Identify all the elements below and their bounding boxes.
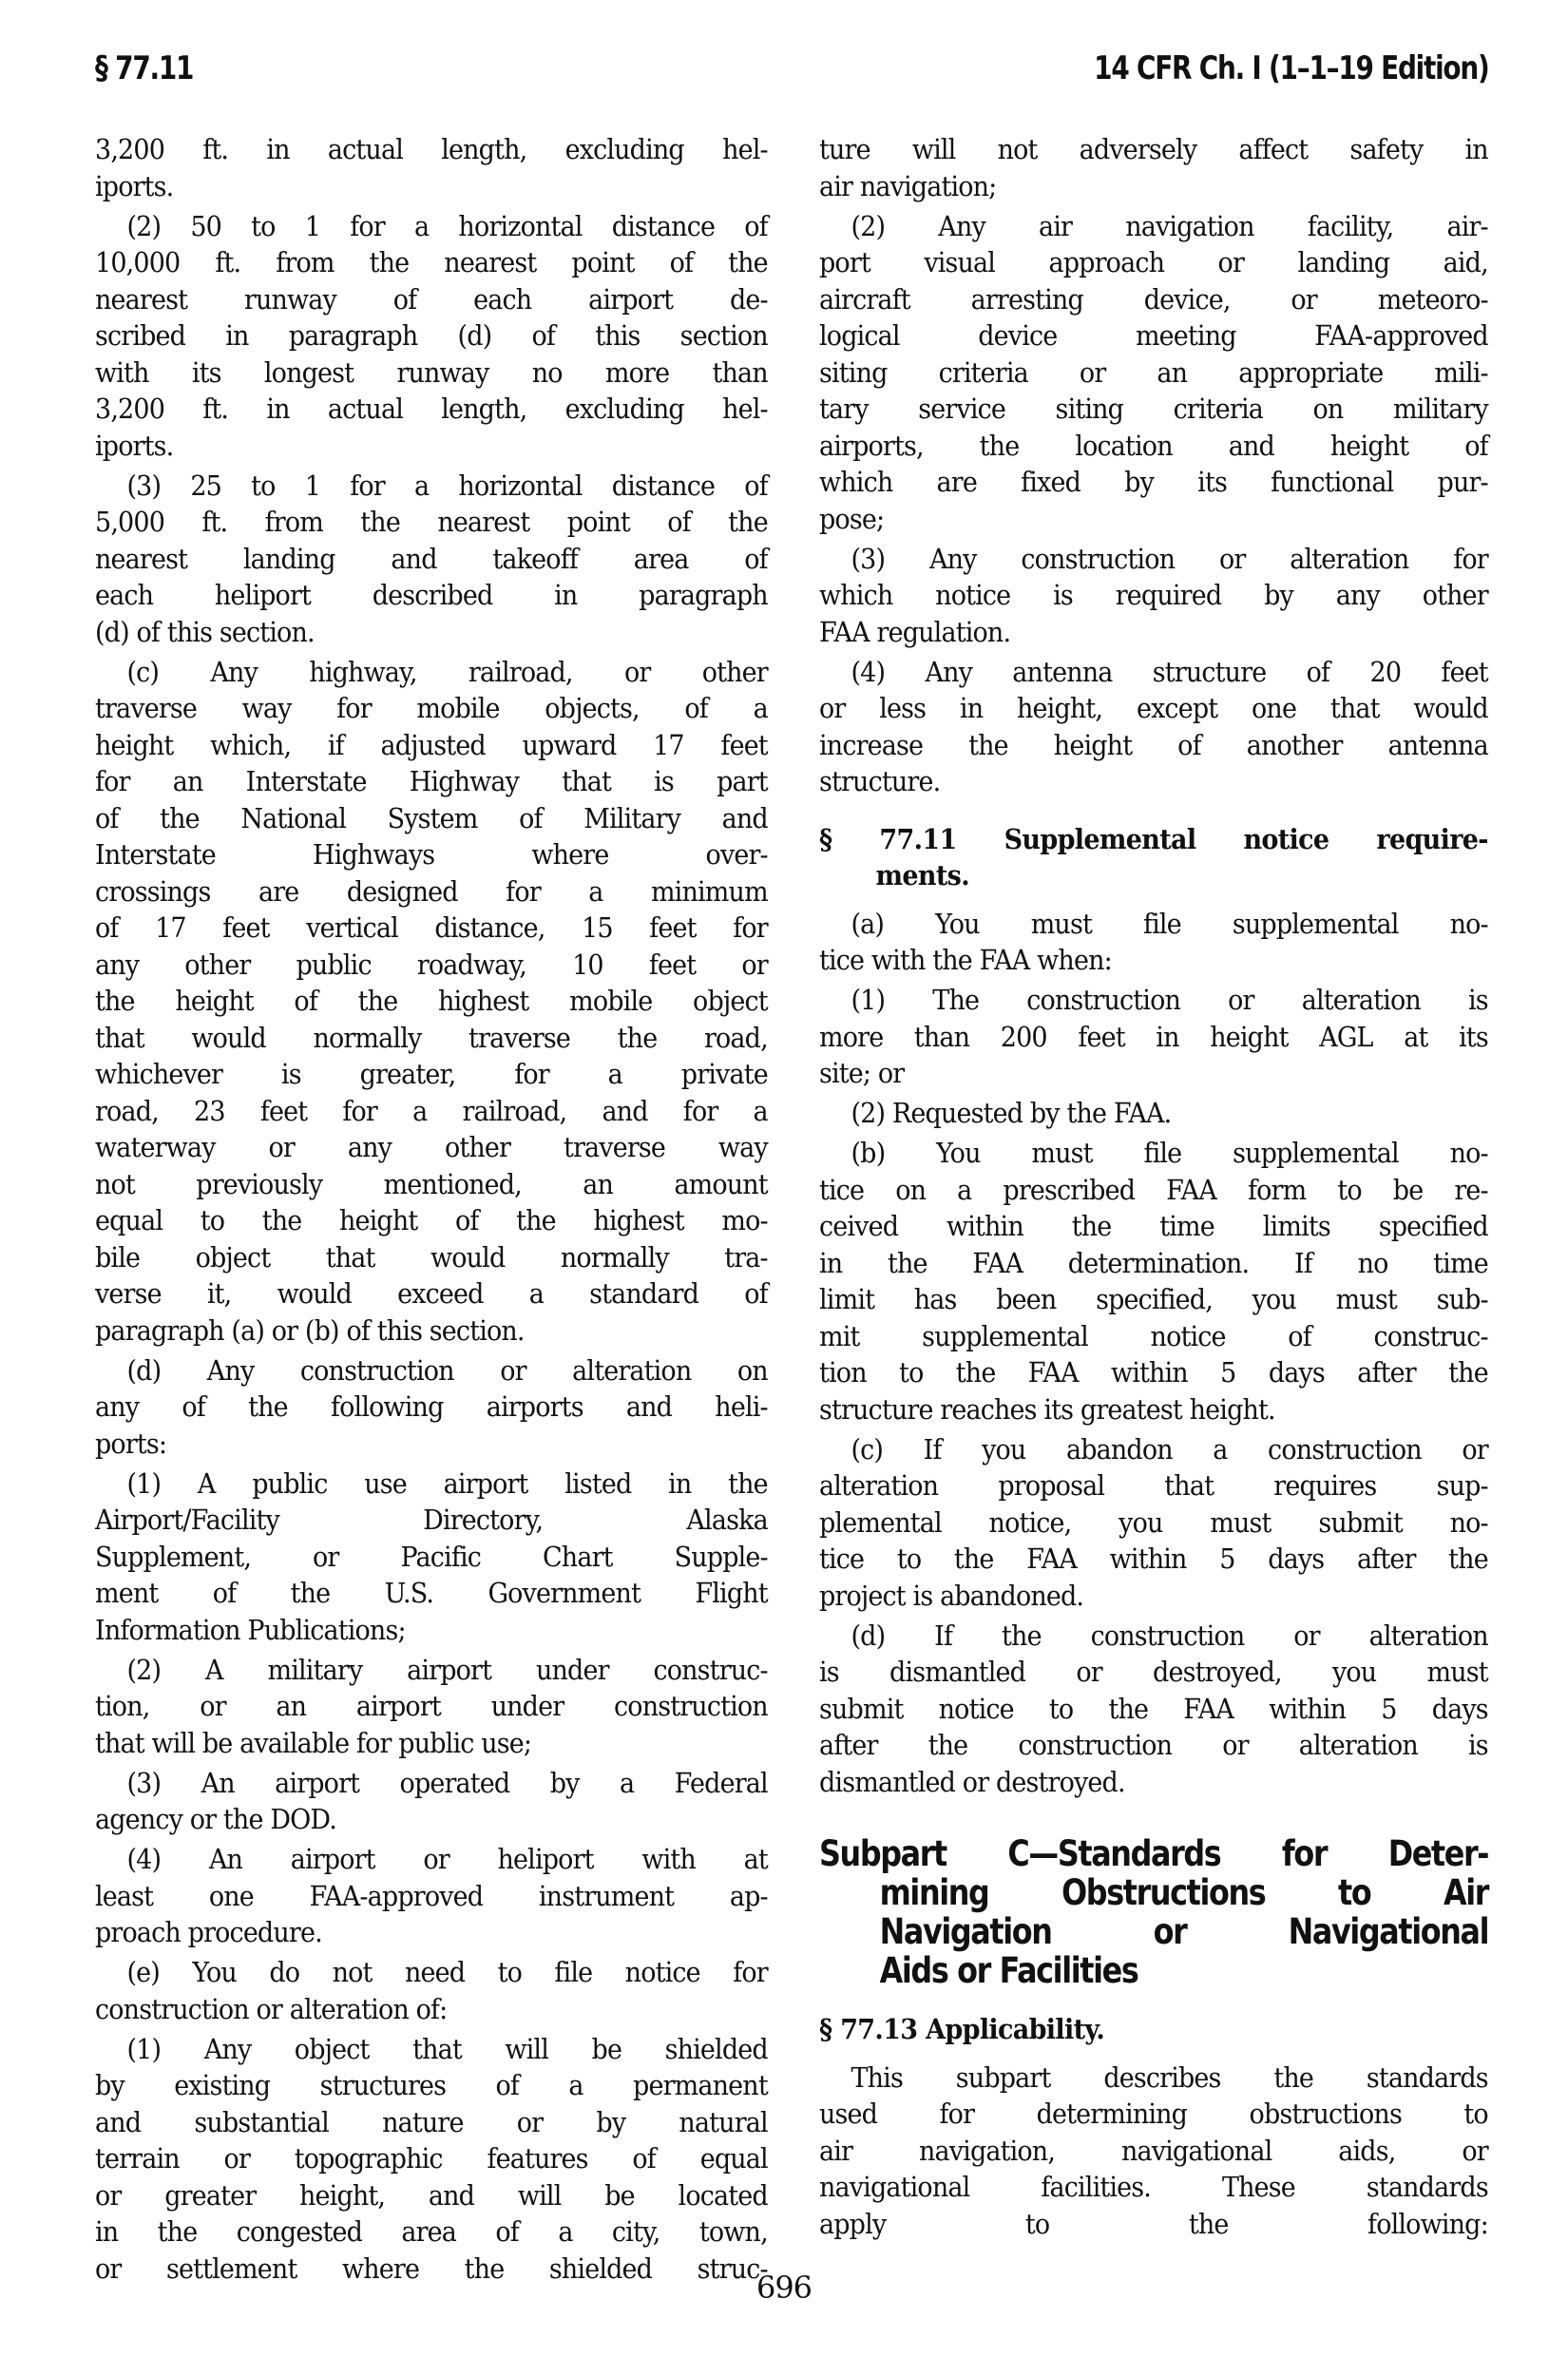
text-line: increase the height of another antenna [819, 728, 1488, 761]
text-line: road, 23 feet for a railroad, and for a [95, 1094, 768, 1127]
text-line: (2) Any air navigation facility, air- [851, 209, 1488, 242]
text-line: (3) An airport operated by a Federal [126, 1766, 768, 1799]
right-column [819, 131, 1488, 2246]
paragraph [95, 1765, 768, 1838]
paragraph [819, 2060, 1488, 2243]
text-line: alteration proposal that requires sup- [819, 1469, 1488, 1502]
paragraph [819, 208, 1488, 538]
text-line: tice to the FAA within 5 days after the [819, 1542, 1488, 1575]
text-line: which are fixed by its functional pur- [819, 466, 1488, 498]
text-line: FAA regulation. [819, 615, 1011, 648]
text-line: logical device meeting FAA-approved [819, 319, 1488, 352]
text-line: ment of the U.S. Government Flight [95, 1577, 768, 1609]
text-line: air navigation; [819, 169, 997, 202]
text-line: (4) Any antenna structure of 20 feet [851, 655, 1488, 688]
text-line: 10,000 ft. from the nearest point of the [95, 246, 768, 278]
right-column-part1 [819, 131, 1488, 800]
heading-line: § 77.11 Supplemental notice require- [819, 822, 1488, 855]
text-line: tion to the FAA within 5 days after the [819, 1356, 1488, 1389]
right-column-part3 [819, 2060, 1488, 2243]
text-line: after the construction or alteration is [819, 1729, 1488, 1761]
text-line: (d) If the construction or alteration [851, 1619, 1488, 1652]
text-line: or settlement where the shielded struc- [95, 2251, 768, 2285]
text-line: pose; [819, 502, 885, 535]
text-line: port visual approach or landing aid, [819, 246, 1488, 278]
text-line: (2) Requested by the FAA. [851, 1097, 1172, 1129]
paragraph [95, 2031, 768, 2288]
text-line: (a) You must file supplemental no- [851, 907, 1488, 940]
text-line: nearest landing and takeoff area of [95, 542, 768, 575]
text-line: structure. [819, 765, 941, 797]
text-line: (b) You must file supplemental no- [851, 1137, 1488, 1169]
text-line: of the National System of Military and [95, 801, 768, 834]
heading-line: Aids or Facilities [879, 1950, 1138, 1991]
text-line: project is abandoned. [819, 1579, 1084, 1612]
text-line: iports. [95, 169, 174, 202]
text-line: (2) A military airport under construc- [126, 1653, 768, 1686]
text-line: (1) The construction or alteration is [851, 984, 1488, 1016]
text-line: agency or the DOD. [95, 1803, 336, 1835]
text-line: for an Interstate Highway that is part [95, 765, 768, 797]
text-line: 5,000 ft. from the nearest point of the [95, 506, 768, 538]
text-line: in the congested area of a city, town, [95, 2215, 768, 2248]
text-line: (c) If you abandon a construction or [851, 1432, 1488, 1466]
heading-line: mining Obstructions to Air [879, 1872, 1489, 1913]
text-line: height which, if adjusted upward 17 feet [95, 728, 768, 761]
text-line: ture will not adversely affect safety in [819, 133, 1488, 165]
right-column-part2 [819, 906, 1488, 1801]
text-line: tion, or an airport under construction [95, 1690, 768, 1722]
text-line: iports. [95, 429, 174, 462]
text-line: each heliport described in paragraph [95, 579, 768, 611]
text-line: limit has been specified, you must sub- [819, 1283, 1488, 1315]
text-line: verse it, would exceed a standard of [95, 1277, 768, 1310]
paragraph [819, 906, 1488, 979]
paragraph [819, 1618, 1488, 1801]
text-line: is dismantled or destroyed, you must [819, 1656, 1488, 1688]
text-line: (d) of this section. [95, 615, 315, 648]
paragraph [819, 982, 1488, 1092]
left-column [95, 131, 768, 2290]
text-line: the height of the highest mobile object [95, 985, 768, 1017]
paragraph [95, 131, 768, 204]
text-line: and substantial nature or by natural [95, 2105, 768, 2138]
text-line: that will be available for public use; [95, 1726, 532, 1759]
text-line: not previously mentioned, an amount [95, 1167, 768, 1200]
text-line: airports, the location and height of [819, 429, 1488, 462]
text-line: (1) A public use airport listed in the [126, 1466, 768, 1500]
subpart-c-heading [819, 1834, 1488, 1990]
text-line: mit supplemental notice of construc- [819, 1319, 1488, 1352]
page-number: 696 [755, 2270, 813, 2306]
text-line: construction or alteration of: [95, 1992, 448, 2025]
paragraph [95, 1352, 768, 1463]
text-line: structure reaches its greatest height. [819, 1392, 1275, 1426]
text-line: tary service siting criteria on military [819, 393, 1488, 425]
text-line: Supplement, or Pacific Chart Supple- [95, 1540, 768, 1573]
paragraph [819, 131, 1488, 204]
text-line: plemental notice, you must submit no- [819, 1505, 1488, 1539]
text-line: ceived within the time limits specified [819, 1210, 1488, 1242]
text-line: siting criteria or an appropriate mili- [819, 355, 1488, 389]
text-line: submit notice to the FAA within 5 days [819, 1692, 1488, 1725]
paragraph [95, 1954, 768, 2027]
text-line: least one FAA-approved instrument ap- [95, 1879, 768, 1912]
text-line: (2) 50 to 1 for a horizontal distance of [126, 209, 768, 242]
heading-line: § 77.13 Applicability. [819, 2013, 1105, 2045]
text-line: 3,200 ft. in actual length, excluding hel- [95, 393, 768, 425]
text-line: or greater height, and will be located [95, 2178, 768, 2212]
paragraph [95, 208, 768, 465]
text-line: terrain or topographic features of equal [95, 2142, 768, 2175]
heading-line: Navigation or Navigational [879, 1911, 1489, 1952]
text-line: crossings are designed for a minimum [95, 874, 768, 908]
text-line: nearest runway of each airport de- [95, 282, 768, 316]
paragraph [95, 1466, 768, 1649]
text-line: equal to the height of the highest mo- [95, 1204, 768, 1236]
text-line: navigational facilities. These standards [819, 2171, 1488, 2203]
paragraph [95, 1652, 768, 1762]
text-line: (c) Any highway, railroad, or other [126, 655, 768, 688]
text-line: any of the following airports and heli- [95, 1390, 768, 1423]
text-line: which notice is required by any other [819, 579, 1488, 611]
paragraph [819, 1431, 1488, 1615]
text-line: or less in height, except one that would [819, 692, 1488, 724]
text-line: (4) An airport or heliport with at [126, 1843, 768, 1875]
text-line: bile object that would normally tra- [95, 1240, 768, 1274]
text-line: traverse way for mobile objects, of a [95, 692, 768, 724]
text-line: apply to the following: [819, 2207, 1488, 2240]
text-line: used for determining obstructions to [819, 2098, 1488, 2130]
text-line: tice with the FAA when: [819, 944, 1112, 976]
paragraph [819, 1095, 1488, 1132]
text-line: by existing structures of a permanent [95, 2069, 768, 2101]
text-line: in the FAA determination. If no time [819, 1246, 1488, 1279]
paragraph [819, 541, 1488, 651]
text-line: of 17 feet vertical distance, 15 feet for [95, 911, 768, 944]
paragraph [95, 1841, 768, 1951]
text-line: site; or [819, 1057, 905, 1089]
section-heading-77-13 [819, 2011, 1488, 2048]
text-line: more than 200 feet in height AGL at its [819, 1020, 1488, 1053]
text-line: dismantled or destroyed. [819, 1765, 1125, 1798]
paragraph [819, 1135, 1488, 1428]
text-line: paragraph (a) or (b) of this section. [95, 1313, 525, 1347]
text-line: with its longest runway no more than [95, 355, 768, 389]
paragraph [95, 654, 768, 1350]
text-line: Information Publications; [95, 1613, 406, 1646]
text-line: (3) Any construction or alteration for [851, 542, 1488, 575]
text-line: proach procedure. [95, 1916, 322, 1948]
text-line: tice on a prescribed FAA form to be re- [819, 1173, 1488, 1206]
running-head-title: 14 CFR Ch. I (1–1–19 Edition) [1093, 49, 1488, 87]
text-line: (3) 25 to 1 for a horizontal distance of [126, 469, 768, 502]
text-line: air navigation, navigational aids, or [819, 2134, 1488, 2167]
heading-line: Subpart C—Standards for Deter- [819, 1833, 1489, 1874]
running-head-section: § 77.11 [95, 49, 194, 87]
text-line: (d) Any construction or alteration on [126, 1353, 768, 1387]
text-line: aircraft arresting device, or meteoro- [819, 282, 1488, 316]
text-line: Interstate Highways where over- [95, 838, 768, 871]
text-line: Airport/Facility Directory, Alaska [95, 1504, 768, 1536]
heading-line: ments. [875, 859, 969, 891]
paragraph [819, 654, 1488, 800]
text-line: that would normally traverse the road, [95, 1021, 768, 1054]
section-heading-77-11 [819, 821, 1488, 894]
text-line: (1) Any object that will be shielded [126, 2032, 768, 2065]
paragraph [95, 468, 768, 651]
text-line: (e) You do not need to file notice for [126, 1956, 768, 1988]
text-line: any other public roadway, 10 feet or [95, 948, 768, 981]
text-line: whichever is greater, for a private [95, 1058, 768, 1090]
text-line: ports: [95, 1427, 167, 1460]
text-line: This subpart describes the standards [851, 2060, 1488, 2094]
text-line: scribed in paragraph (d) of this section [95, 319, 768, 352]
text-line: waterway or any other traverse way [95, 1131, 768, 1163]
text-line: 3,200 ft. in actual length, excluding hel- [95, 133, 768, 165]
